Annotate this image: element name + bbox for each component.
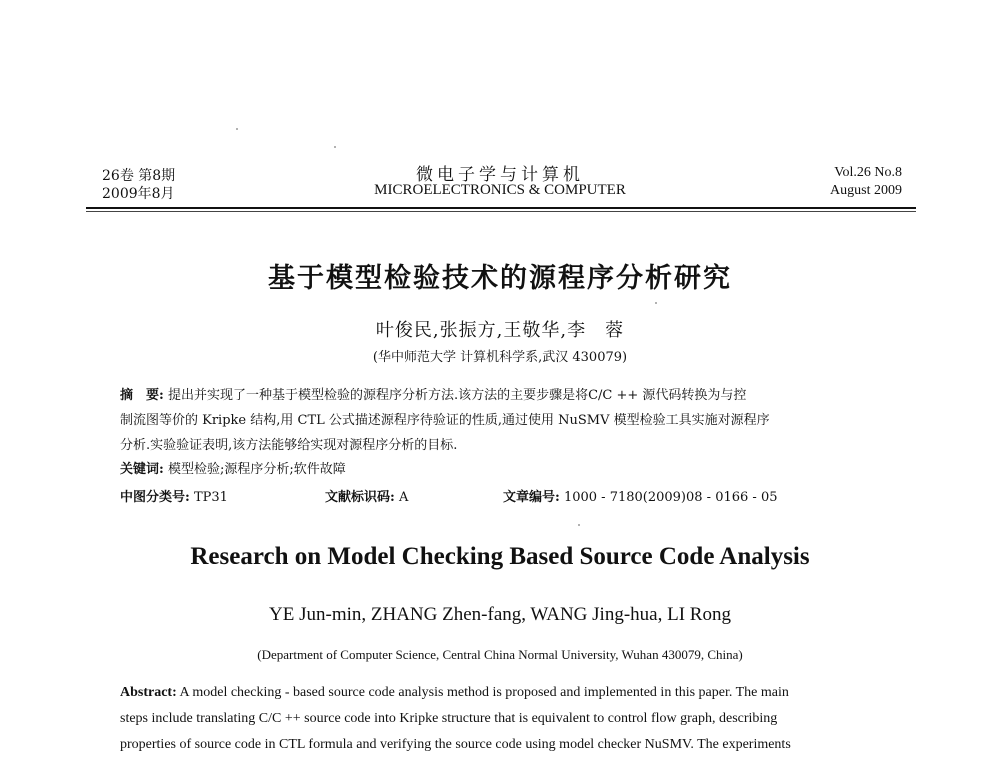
affiliation-en: (Department of Computer Science, Central China Normal University, Wuhan 430079, China) bbox=[257, 647, 743, 662]
document-code bbox=[325, 486, 408, 505]
abstract-en-text: A model checking - based source code analysis method is proposed and implemented in this paper. The main bbox=[179, 685, 789, 700]
header-date-en: August 2009 bbox=[830, 183, 902, 198]
scan-speck bbox=[236, 128, 238, 130]
article-number-label: 文章编号: bbox=[503, 490, 560, 505]
keywords-line bbox=[120, 462, 346, 478]
abstract-cn-label: 摘 要: bbox=[120, 388, 164, 403]
affiliation-cn: (华中师范大学 计算机科学系,武汉 430079) bbox=[372, 350, 628, 365]
abstract-cn-line-3: 分析.实验验证表明,该方法能够给实现对源程序分析的目标. bbox=[120, 438, 458, 453]
header-date-cn: 2009年8月 bbox=[102, 186, 175, 202]
abstract-en-line-3: properties of source code in CTL formula and verifying the source code using model checker NuSMV. The experiments bbox=[120, 737, 791, 752]
classification-value: TP31 bbox=[193, 490, 228, 505]
abstract-cn-line-1 bbox=[120, 388, 746, 404]
article-number-value: 1000 - 7180(2009)08 - 0166 - 05 bbox=[563, 490, 778, 505]
authors-en: YE Jun-min, ZHANG Zhen-fang, WANG Jing-hua, LI Rong bbox=[269, 604, 731, 625]
abstract-en-line-2: steps include translating C/C ++ source code into Kripke structure that is equivalent to control flow graph, describing bbox=[120, 711, 778, 726]
journal-name-cn: 微电子学与计算机 bbox=[416, 165, 584, 185]
journal-name-en: MICROELECTRONICS & COMPUTER bbox=[374, 182, 626, 198]
document-code-value: A bbox=[398, 490, 409, 505]
scan-speck bbox=[578, 524, 580, 526]
authors-cn: 叶俊民,张振方,王敬华,李 蓉 bbox=[375, 320, 625, 341]
abstract-cn-text: 提出并实现了一种基于模型检验的源程序分析方法.该方法的主要步骤是将C/C ++ 源代码转换为与控 bbox=[167, 388, 747, 403]
header-rule-thin bbox=[86, 211, 916, 212]
paper-title-cn: 基于模型检验技术的源程序分析研究 bbox=[268, 263, 732, 294]
abstract-en-label: Abstract: bbox=[120, 685, 177, 700]
paper-title-en: Research on Model Checking Based Source Code Analysis bbox=[190, 543, 810, 570]
document-code-label: 文献标识码: bbox=[325, 490, 395, 505]
abstract-en-line-1 bbox=[120, 685, 882, 701]
classification-code bbox=[120, 486, 228, 505]
scan-speck bbox=[334, 146, 336, 148]
header-volume-en: Vol.26 No.8 bbox=[834, 165, 902, 180]
scan-speck bbox=[655, 302, 657, 304]
classification-label: 中图分类号: bbox=[120, 490, 190, 505]
header-rule bbox=[86, 207, 916, 209]
header-volume-cn: 26卷 第8期 bbox=[102, 168, 176, 184]
abstract-cn-line-2: 制流图等价的 Kripke 结构,用 CTL 公式描述源程序待验证的性质,通过使用 NuSMV 模型检验工具实施对源程序 bbox=[120, 413, 770, 428]
keywords-value: 模型检验;源程序分析;软件故障 bbox=[167, 462, 346, 477]
keywords-label: 关键词: bbox=[120, 462, 164, 477]
article-number bbox=[503, 486, 778, 505]
